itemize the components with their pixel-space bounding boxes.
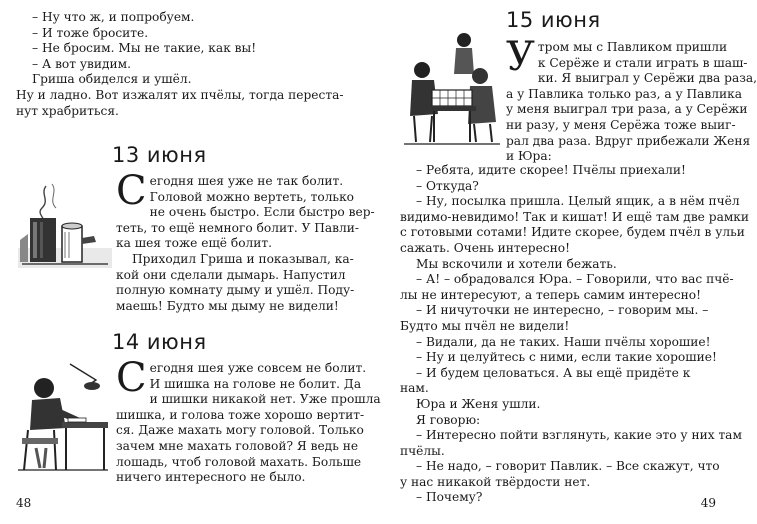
- entry-heading-june-13: 13 июня: [112, 143, 207, 167]
- text-line: лы не интересуют, а теперь самим интересно!: [400, 287, 702, 302]
- entry-june-13-intro: [116, 168, 375, 314]
- text-line: И шишка на голове не болит. Да: [149, 376, 362, 391]
- text-line: у меня выиграл три раза, а у Серёжи: [506, 102, 748, 117]
- entry-june-14: [116, 355, 381, 486]
- text-line: – Ну и целуйтесь с ними, если такие хорошие!: [416, 350, 717, 365]
- drop-cap: У: [506, 34, 535, 80]
- text-line: маешь! Будто мы дыму не видели!: [116, 298, 339, 313]
- text-line: теть, то ещё немного болит. У Павли-: [116, 220, 359, 235]
- text-line: – Ребята, идите скорее! Пчёлы приехали!: [416, 163, 686, 177]
- text-line: зачем мне махать головой? Я ведь не: [116, 438, 359, 453]
- text-line: и шишки никакой нет. Уже прошла: [149, 392, 381, 407]
- text-line: Будто мы пчёл не видели!: [400, 318, 570, 333]
- right-page: [366, 0, 757, 524]
- text-line: – Интересно пойти взглянуть, какие это у них там: [416, 428, 742, 443]
- text-line: Ну и ладно. Вот изжалят их пчёлы, тогда переста-: [16, 87, 344, 102]
- text-line: Гриша обиделся и ушёл.: [32, 72, 192, 87]
- boy-at-table-illustration: [14, 358, 110, 476]
- text-line: – Откуда?: [416, 178, 479, 193]
- text-line: ничего интересного не было.: [116, 470, 306, 485]
- text-line: – Ну, посылка пришла. Целый ящик, а в нём пчёл: [416, 194, 740, 209]
- text-line: полную комнату дыму и ушёл. Поду-: [116, 283, 355, 298]
- entry-heading-june-15: 15 июня: [506, 8, 601, 32]
- checkers-game-illustration: [402, 30, 502, 148]
- text-line: егодня шея уже не так болит.: [149, 174, 344, 188]
- text-line: Мы вскочили и хотели бежать.: [416, 256, 617, 271]
- text-line: – Почему?: [416, 490, 483, 505]
- text-line: – Ну что ж, и попробуем.: [32, 10, 195, 24]
- text-line: ся. Даже махать могу головой. Только: [116, 423, 364, 438]
- text-line: кой они сделали дымарь. Напустил: [116, 267, 346, 282]
- text-line: ка шея тоже ещё болит.: [116, 236, 273, 251]
- entry-heading-june-14: 14 июня: [112, 330, 207, 354]
- text-line: рал два раза. Вдруг прибежали Женя: [506, 133, 751, 148]
- text-line: сажать. Очень интересно!: [400, 240, 570, 255]
- text-line: пчёлы.: [400, 443, 445, 458]
- text-line: видимо-невидимо! Так и кишат! И ещё там две рамки: [400, 209, 750, 224]
- text-line: с готовыми сотами! Идите скорее, будем пчёл в ульи: [400, 225, 745, 240]
- text-line: у нас никакой твёрдости нет.: [400, 474, 591, 489]
- entry-june-15-body: [400, 163, 750, 506]
- text-line: – И будем целоваться. А вы ещё придёте к: [416, 365, 691, 380]
- text-line: – Не надо, – говорит Павлик. – Все скажут, что: [416, 459, 720, 474]
- text-line: Приходил Гриша и показывал, ка-: [132, 251, 354, 266]
- text-line: лошадь, чтоб головой махать. Больше: [116, 454, 362, 469]
- text-line: Юра и Женя ушли.: [416, 396, 541, 411]
- text-line: нут храбриться.: [16, 103, 119, 118]
- text-line: Головой можно вертеть, только: [149, 189, 355, 204]
- text-line: не очень быстро. Если быстро вер-: [149, 205, 375, 220]
- text-line: егодня шея уже совсем не болит.: [149, 361, 367, 375]
- text-line: и Юра:: [506, 149, 552, 164]
- opening-text: [16, 10, 352, 119]
- text-line: тром мы с Павликом пришли: [537, 40, 728, 54]
- text-line: – А вот увидим.: [32, 56, 132, 71]
- entry-june-15-intro: [506, 34, 757, 165]
- text-line: нам.: [400, 381, 429, 396]
- text-line: ни разу, у меня Серёжа тоже выиг-: [506, 117, 736, 132]
- text-line: ки. Я выиграл у Серёжи два раза,: [537, 71, 757, 86]
- page-number: 48: [16, 496, 32, 510]
- page-number: 49: [700, 496, 716, 510]
- text-line: – Не бросим. Мы не такие, как вы!: [32, 41, 257, 56]
- drop-cap: С: [116, 168, 147, 214]
- text-line: – И ничуточки не интересно, – говорим мы. –: [416, 303, 709, 318]
- text-line: а у Павлика только раз, а у Павлика: [506, 86, 743, 101]
- text-line: шишка, и голова тоже хорошо вертит-: [116, 407, 365, 422]
- drop-cap: С: [116, 355, 147, 401]
- text-line: – Видали, да не таких. Наши пчёлы хорошие!: [416, 334, 711, 349]
- smoker-illustration: [16, 178, 114, 276]
- text-line: к Серёже и стали играть в шаш-: [537, 55, 748, 70]
- text-line: – И тоже бросите.: [32, 25, 149, 40]
- text-line: – А! – обрадовался Юра. – Говорили, что вас пчё-: [416, 272, 734, 287]
- text-line: Я говорю:: [416, 412, 481, 427]
